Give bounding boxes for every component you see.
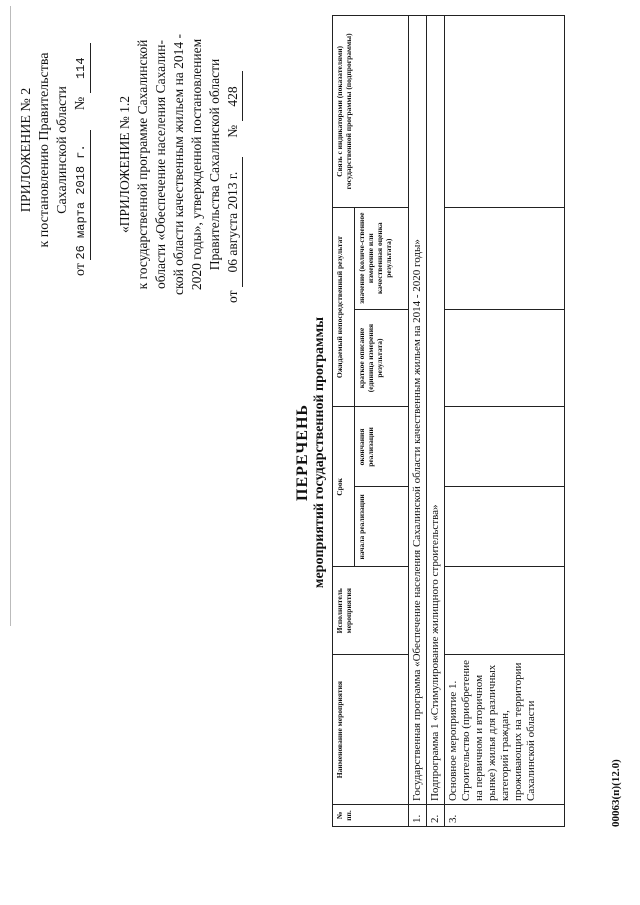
appendix-1-2-title: «ПРИЛОЖЕНИЕ № 1.2 <box>117 96 132 233</box>
header-term: Срок <box>333 407 355 567</box>
appendix-2-line1: к постановлению Правительства <box>37 52 52 248</box>
header-term-end: окончания реализации <box>355 407 409 487</box>
appendix-2-title: ПРИЛОЖЕНИЕ № 2 <box>19 87 34 213</box>
appendix-1-2-date-line <box>224 12 243 317</box>
row-num: 3. <box>445 805 565 827</box>
appendix-1-2-date-prefix: от <box>225 290 240 303</box>
appendix-1-2-line5: Правительства Сахалинской области <box>207 58 222 271</box>
row-cell-link <box>445 16 565 208</box>
header-num: № пп. <box>333 805 409 827</box>
row-text: Государственная программа «Обеспечение населения Сахалинской области качественным жильем на 2014 - 2020 годы» <box>409 16 427 805</box>
measures-table <box>332 15 565 827</box>
appendix-2-date: 26 марта 2018 г. <box>72 130 91 260</box>
table-row <box>409 16 427 827</box>
header-result-value: значение (количе-ственное измерение или качественная оценка результата) <box>355 207 409 309</box>
header-executor: Исполнитель мероприятия <box>333 567 409 655</box>
appendix-1-2-block <box>116 12 243 317</box>
appendix-2-block <box>18 10 91 290</box>
appendix-2-date-prefix: от <box>73 263 88 276</box>
header-name: Наименование мероприятия <box>333 655 409 805</box>
appendix-2-line2: Сахалинской области <box>55 86 70 214</box>
table-row <box>445 16 565 827</box>
header-result: Ожидаемый непосредственный результат <box>333 207 355 407</box>
appendix-2-num: 114 <box>72 43 91 93</box>
row-cell-term-start <box>445 487 565 567</box>
appendix-1-2-num: 428 <box>224 72 243 122</box>
appendix-1-2-line2: области «Обеспечение населения Сахалин- <box>153 40 168 289</box>
appendix-1-2-line4: 2020 годы», утвержденной постановлением <box>189 38 204 291</box>
header-term-start: начала реализации <box>355 487 409 567</box>
table-header-row-1 <box>333 16 355 827</box>
appendix-1-2-line3: ской области качественным жильем на 2014 - <box>171 33 186 296</box>
row-num: 1. <box>409 805 427 827</box>
row-num: 2. <box>427 805 445 827</box>
appendix-1-2-line1: к государственной программе Сахалинской <box>135 39 150 290</box>
appendix-2-date-line <box>72 10 91 290</box>
row-text: Основное мероприятие 1. Строительство (приобретение на первичном и вторичном рынке) жилья для различных категорий граждан, проживающих на территории Сахалинской области <box>445 655 565 805</box>
row-cell-result-desc <box>445 309 565 407</box>
row-cell-term-end <box>445 407 565 487</box>
row-cell-executor <box>445 567 565 655</box>
appendix-1-2-date: 06 августа 2013 г. <box>224 157 243 287</box>
appendix-1-2-num-prefix: № <box>225 124 240 138</box>
appendix-2-num-prefix: № <box>73 96 88 111</box>
table-row <box>427 16 445 827</box>
footer-code: 00063(п)(12.0) <box>610 759 622 827</box>
document-title: ПЕРЕЧЕНЬ <box>294 404 311 501</box>
row-cell-result-value <box>445 207 565 309</box>
header-result-desc: краткое описание (единица измерения результата) <box>355 309 409 407</box>
row-text: Подпрограмма 1 «Стимулирование жилищного строительства» <box>427 16 445 805</box>
document-subtitle: мероприятий государственной программы <box>312 316 327 589</box>
header-link: Связь с индикаторами (показателями) государственной программы (подпрограммы) <box>333 16 409 208</box>
